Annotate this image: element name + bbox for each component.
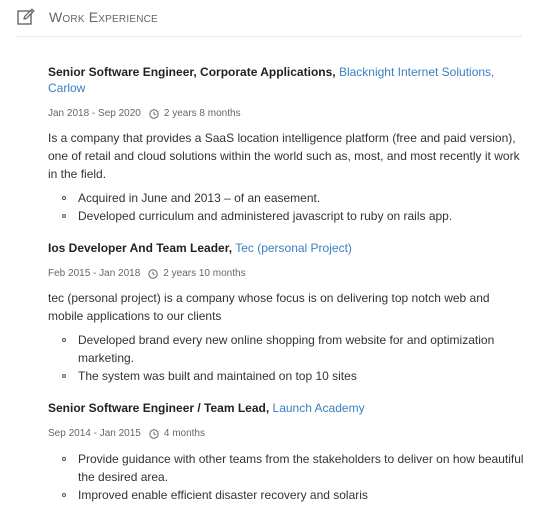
- list-item: [62, 189, 528, 207]
- company-link[interactable]: Blacknight Internet Solutions, Carlow: [48, 65, 495, 95]
- list-item: [62, 367, 528, 385]
- bullet-icon: [62, 338, 66, 342]
- bullet-text: Acquired in June and 2013 – of an easement.: [78, 191, 321, 205]
- job-dates: Jan 2018 - Sep 2020: [48, 108, 141, 119]
- bullet-text: The system was built and maintained on top 10 sites: [78, 369, 357, 383]
- job-description: Is a company that provides a SaaS location intelligence platform (free and paid version), one of retail and cloud solutions within the world such as, most, and most recently it work in the field.: [48, 131, 520, 181]
- bullet-icon: [62, 214, 66, 218]
- job-duration: 2 years 10 months: [163, 268, 246, 279]
- clock-icon: [149, 429, 159, 439]
- job-role: Senior Software Engineer / Team Lead,: [48, 401, 270, 415]
- job-meta: [48, 428, 528, 440]
- bullet-text: Developed brand every new online shopping from website for and optimization marketing.: [78, 333, 495, 365]
- job-dates: Sep 2014 - Jan 2015: [48, 428, 141, 439]
- job-entry: [48, 64, 528, 225]
- bullet-icon: [62, 457, 66, 461]
- job-bullets: [48, 331, 528, 385]
- bullet-icon: [62, 196, 66, 200]
- clock-icon: [148, 269, 158, 279]
- list-item: [62, 450, 528, 486]
- job-role: Senior Software Engineer, Corporate Applications,: [48, 65, 336, 79]
- job-meta: [48, 268, 528, 280]
- list-item: [62, 331, 528, 367]
- job-meta: [48, 108, 528, 120]
- list-item: [62, 207, 528, 225]
- list-item: [62, 486, 528, 504]
- job-title: [48, 240, 528, 256]
- section-header: [16, 6, 522, 37]
- job-role: Ios Developer And Team Leader,: [48, 241, 233, 255]
- job-description: tec (personal project) is a company whose focus is on delivering top notch web and mobile applications to our clients: [48, 291, 490, 323]
- job-title: [48, 400, 528, 416]
- bullet-text: Improved enable efficient disaster recovery and solaris: [78, 488, 368, 502]
- job-dates: Feb 2015 - Jan 2018: [48, 268, 141, 279]
- job-duration: 4 months: [163, 428, 205, 439]
- bullet-text: Provide guidance with other teams from the stakeholders to deliver on how beautiful the desired area.: [78, 452, 524, 484]
- section-title: Work Experience: [49, 9, 158, 25]
- job-entry: [48, 240, 528, 385]
- job-bullets: [48, 450, 528, 504]
- edit-icon: [16, 7, 36, 27]
- job-bullets: [48, 189, 528, 225]
- company-link[interactable]: Tec (personal Project): [235, 241, 352, 255]
- clock-icon: [149, 109, 159, 119]
- job-entry: [48, 400, 528, 504]
- bullet-text: Developed curriculum and administered javascript to ruby on rails app.: [78, 209, 453, 223]
- company-link[interactable]: Launch Academy: [272, 401, 365, 415]
- bullet-icon: [62, 374, 66, 378]
- job-title: [48, 64, 528, 96]
- job-list: [48, 64, 528, 504]
- bullet-icon: [62, 493, 66, 497]
- job-duration: 2 years 8 months: [163, 108, 241, 119]
